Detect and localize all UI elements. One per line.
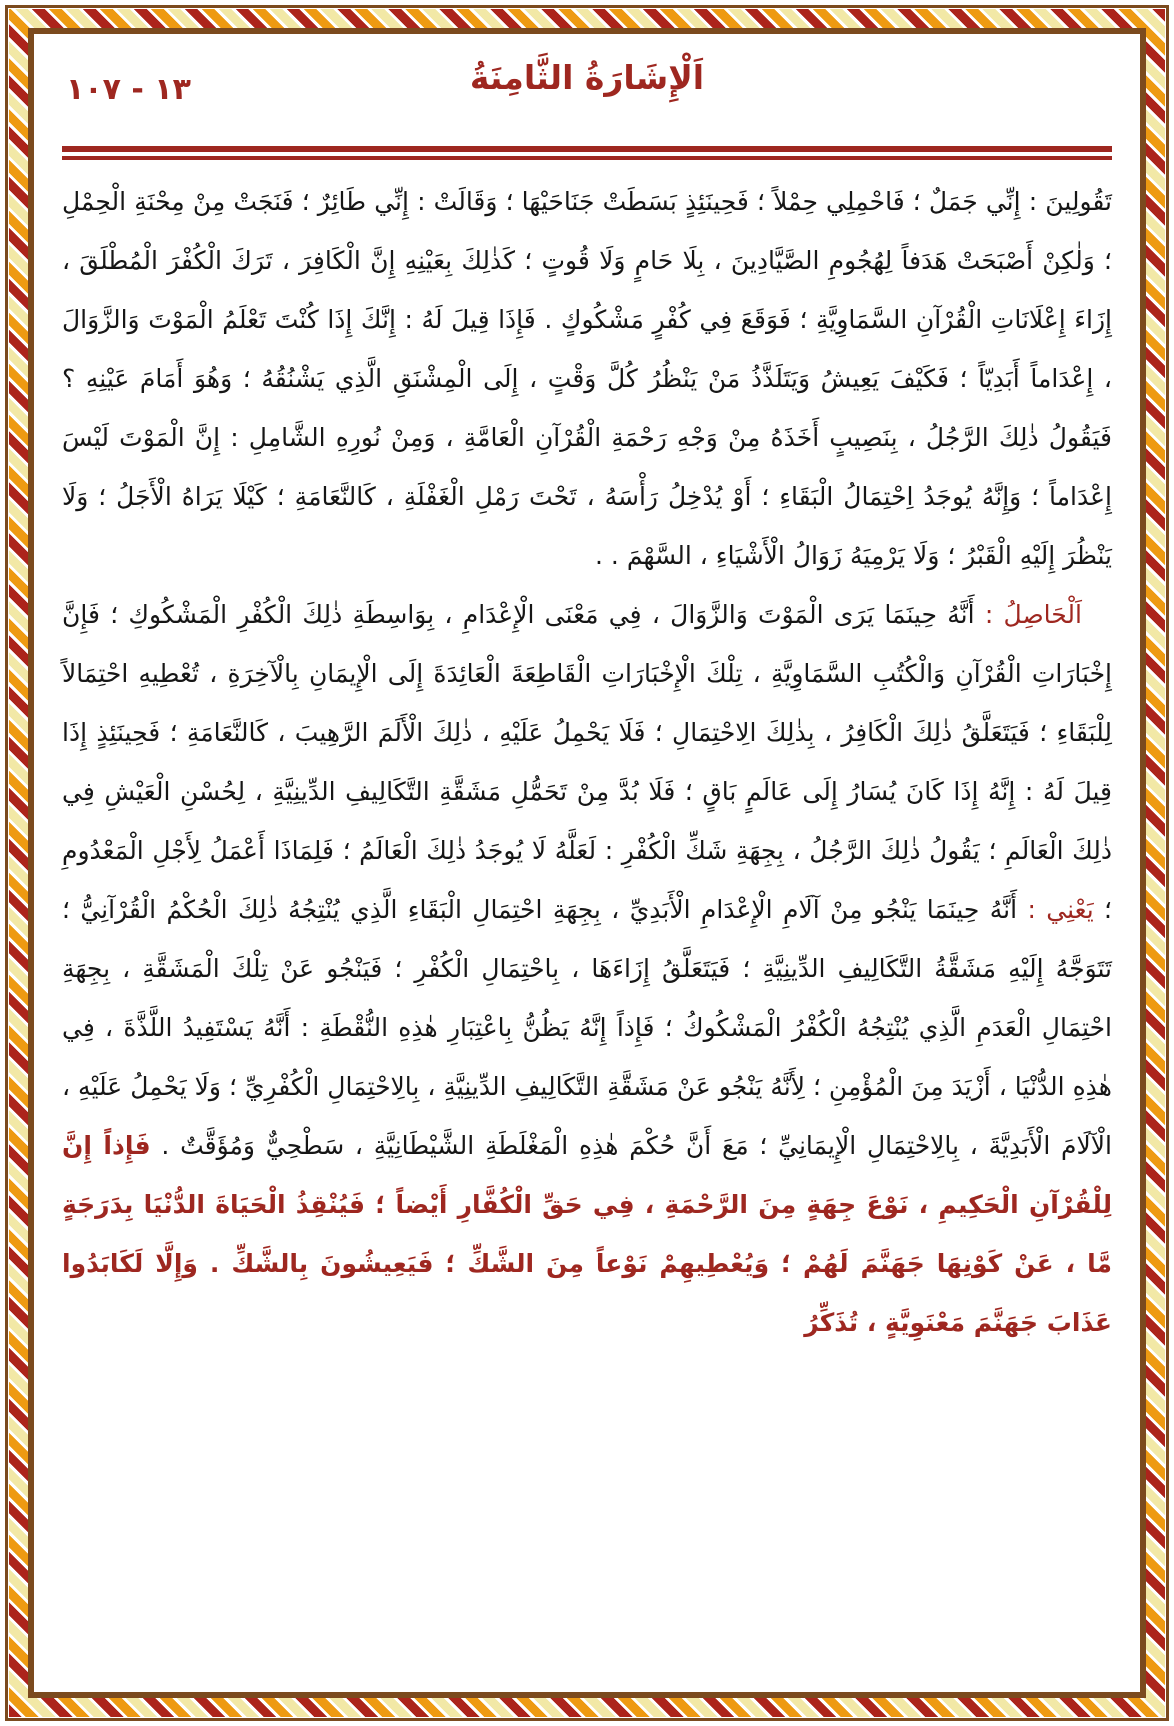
text-segment-black: أَنَّهُ حِينَمَا يَنْجُو مِنْ آلَامِ الْإِعْدَامِ الْأَبَدِيِّ ، بِجِهَةِ احْتِمَالِ الْبَقَاءِ الَّذِي يُنْتِجُهُ ذٰلِكَ الْحُكْمُ الْقُرْآنِيُّ ؛ تَتَوَجَّهُ إِلَيْهِ مَشَقَّةُ التَّكَالِيفِ الدِّينِيَّةِ ؛ فَيَتَعَلَّقُ إِزَاءَهَا ، بِاحْتِمَالِ الْكُفْرِ ؛ فَيَنْجُو عَنْ تِلْكَ الْمَشَقَّةِ ، بِجِهَةِ احْتِمَالِ الْعَدَمِ الَّذِي يُنْتِجُهُ الْكُفْرُ الْمَشْكُوكُ ؛ فَإِذاً إِنَّهُ يَظُنُّ بِاعْتِبَارِ هٰذِهِ النُّقْطَةِ : أَنَّهُ يَسْتَفِيدُ اللَّذَّةَ ، فِي هٰذِهِ الدُّنْيَا ، أَزْيَدَ مِنَ الْمُؤْمِنِ ؛ لِأَنَّهُ يَنْجُو عَنْ مَشَقَّةِ التَّكَالِيفِ الدِّينِيَّةِ ، بِالِاحْتِمَالِ الْكُفْرِيِّ ؛ وَلَا يَحْمِلُ عَلَيْهِ ، الْآلَامَ الْأَبَدِيَّةَ ، بِالِاحْتِمَالِ الْإِيمَانِيِّ ؛ مَعَ أَنَّ حُكْمَ هٰذِهِ الْمَغْلَطَةِ الشَّيْطَانِيَّةِ ، سَطْحِيٌّ وَمُؤَقَّتٌ . xyxy=(62,895,1112,1160)
text-segment-red: اَلْحَاصِلُ : xyxy=(974,600,1082,629)
text-segment-black: أَنَّهُ حِينَمَا يَرَى الْمَوْتَ وَالزَّوَالَ ، فِي مَعْنَى الْإِعْدَامِ ، بِوَاسِطَةِ ذٰلِكَ الْكُفْرِ الْمَشْكُوكِ ؛ فَإِنَّ إِخْبَارَاتِ الْقُرْآنِ وَالْكُتُبِ السَّمَاوِيَّةِ ، تِلْكَ الْإِخْبَارَاتِ الْقَاطِعَةَ الْعَائِدَةَ إِلَى الْإِيمَانِ بِالْآخِرَةِ ، تُعْطِيهِ احْتِمَالاً لِلْبَقَاءِ ؛ فَيَتَعَلَّقُ ذٰلِكَ الْكَافِرُ ، بِذٰلِكَ الِاحْتِمَالِ ؛ فَلَا يَحْمِلُ عَلَيْهِ ، ذٰلِكَ الْأَلَمَ الرَّهِيبَ ، كَالنَّعَامَةِ ؛ فَحِينَئِذٍ إِذَا قِيلَ لَهُ : إِنَّهُ إِذَا كَانَ يُسَارُ إِلَى عَالَمٍ بَاقٍ ؛ فَلَا بُدَّ مِنْ تَحَمُّلِ مَشَقَّةِ التَّكَالِيفِ الدِّينِيَّةِ ، لِحُسْنِ الْعَيْشِ فِي ذٰلِكَ الْعَالَمِ ؛ يَقُولُ ذٰلِكَ الرَّجُلُ ، بِجِهَةِ شَكِّ الْكُفْرِ : لَعَلَّهُ لَا يُوجَدُ ذٰلِكَ الْعَالَمُ ؛ فَلِمَاذَا أَعْمَلُ لِأَجْلِ الْمَعْدُومِ ؛ xyxy=(62,600,1112,924)
rule-top-line xyxy=(62,146,1112,152)
text-segment-red: يَعْنِي : xyxy=(1017,895,1094,924)
page-header xyxy=(62,50,1112,136)
page-number: ١٣ - ١٠٧ xyxy=(66,72,191,107)
decorative-border-outer-line xyxy=(5,5,1169,1721)
header-double-rule xyxy=(62,146,1112,160)
paragraph xyxy=(62,172,1112,585)
rule-bottom-line xyxy=(62,156,1112,160)
body-text xyxy=(62,172,1112,1352)
decorative-border-chain-band xyxy=(9,9,1165,1717)
text-segment-red-bold: فَإِذاً إِنَّ لِلْقُرْآنِ الْحَكِيمِ ، نَوْعَ جِهَةٍ مِنَ الرَّحْمَةِ ، فِي حَقِّ الْكُفَّارِ أَيْضاً ؛ فَيُنْقِذُ الْحَيَاةَ الدُّنْيَا بِدَرَجَةٍ مَّا ، عَنْ كَوْنِهَا جَهَنَّمَ لَهُمْ ؛ وَيُعْطِيهِمْ نَوْعاً مِنَ الشَّكِّ ؛ فَيَعِيشُونَ بِالشَّكِّ . وَإِلَّا لَكَابَدُوا عَذَابَ جَهَنَّمَ مَعْنَوِيَّةٍ ، تُذَكِّرُ xyxy=(62,1131,1112,1337)
text-segment-black: تَقُولِينَ : إِنِّي جَمَلٌ ؛ فَاحْمِلِي حِمْلاً ؛ فَحِينَئِذٍ بَسَطَتْ جَنَاحَيْهَا ؛ وَقَالَتْ : إِنِّي طَائِرٌ ؛ فَنَجَتْ مِنْ مِحْنَةِ الْحِمْلِ ؛ وَلٰكِنْ أَصْبَحَتْ هَدَفاً لِهُجُومِ الصَّيَّادِينَ ، بِلَا حَامٍ وَلَا قُوتٍ ؛ كَذٰلِكَ بِعَيْنِهِ إِنَّ الْكَافِرَ ، تَرَكَ الْكُفْرَ الْمُطْلَقَ ، إِزَاءَ إِعْلَانَاتِ الْقُرْآنِ السَّمَاوِيَّةِ ؛ فَوَقَعَ فِي كُفْرٍ مَشْكُوكٍ . فَإِذَا قِيلَ لَهُ : إِنَّكَ إِذَا كُنْتَ تَعْلَمُ الْمَوْتَ وَالزَّوَالَ ، إِعْدَاماً أَبَدِيّاً ؛ فَكَيْفَ يَعِيشُ وَيَتَلَذَّذُ مَنْ يَنْظُرُ كُلَّ وَقْتٍ ، إِلَى الْمِشْنَقِ الَّذِي يَشْنُقُهُ ؛ وَهُوَ أَمَامَ عَيْنِهِ ؟ فَيَقُولُ ذٰلِكَ الرَّجُلُ ، بِنَصِيبٍ أَخَذَهُ مِنْ وَجْهِ رَحْمَةِ الْقُرْآنِ الْعَامَّةِ ، وَمِنْ نُورِهِ الشَّامِلِ : إِنَّ الْمَوْتَ لَيْسَ إِعْدَاماً ؛ وَإِنَّهُ يُوجَدُ اِحْتِمَالُ الْبَقَاءِ ؛ أَوْ يُدْخِلُ رَأْسَهُ ، تَحْتَ رَمْلِ الْغَفْلَةِ ، كَالنَّعَامَةِ ؛ كَيْلَا يَرَاهُ الْأَجَلُ ؛ وَلَا يَنْظُرَ إِلَيْهِ الْقَبْرُ ؛ وَلَا يَرْمِيَهُ زَوَالُ الْأَشْيَاءِ ، السَّهْمَ . . xyxy=(62,187,1112,570)
page-content xyxy=(28,28,1146,1698)
paragraph xyxy=(62,585,1112,1352)
page-title: اَلْإِشَارَةُ الثَّامِنَةُ xyxy=(469,58,705,97)
